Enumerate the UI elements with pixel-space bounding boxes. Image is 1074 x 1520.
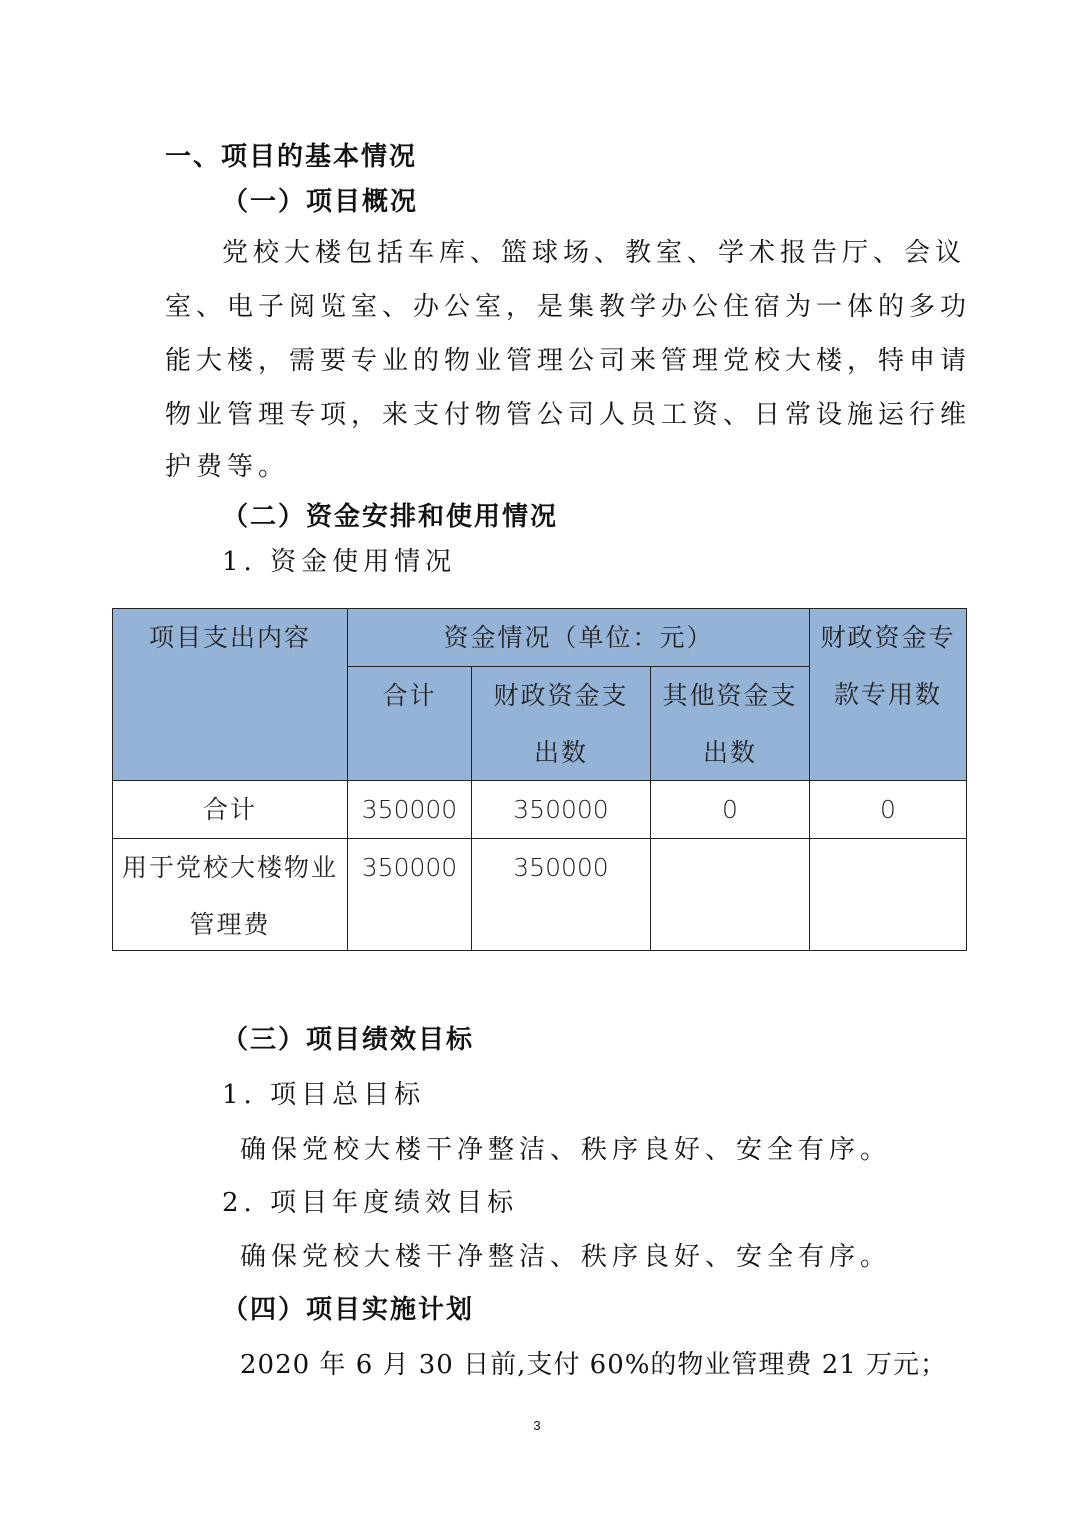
header-fiscal: 财政资金支出数: [471, 666, 651, 781]
row-label: 用于党校大楼物业管理费: [112, 838, 348, 951]
row-total: 350000: [347, 780, 472, 839]
section-heading: 一、项目的基本情况: [165, 142, 418, 172]
header-total: 合计: [347, 666, 472, 781]
row-total: 350000: [347, 838, 472, 951]
subsection-heading: （一）项目概况: [222, 187, 419, 217]
item-heading: 2. 项目年度绩效目标: [222, 1188, 519, 1218]
item-heading: 1. 资金使用情况: [222, 547, 457, 577]
row-special: 0: [809, 780, 967, 839]
paragraph-line: 党校大楼包括车库、篮球场、教室、学术报告厅、会议: [222, 238, 967, 268]
header-funds: 资金情况（单位：元）: [347, 608, 810, 667]
paragraph-line: 确保党校大楼干净整洁、秩序良好、安全有序。: [240, 1135, 892, 1165]
row-special: [809, 838, 967, 951]
paragraph-line: 确保党校大楼干净整洁、秩序良好、安全有序。: [240, 1242, 892, 1272]
paragraph-line: 物业管理专项，来支付物管公司人员工资、日常设施运行维: [165, 400, 972, 430]
row-label: 合计: [112, 780, 348, 839]
subsection-heading: （三）项目绩效目标: [222, 1025, 475, 1055]
row-fiscal: 350000: [471, 780, 651, 839]
paragraph-line: 能大楼，需要专业的物业管理公司来管理党校大楼，特申请: [165, 346, 972, 376]
header-special: 财政资金专款专用数: [809, 608, 967, 781]
subsection-heading: （四）项目实施计划: [222, 1295, 475, 1325]
row-fiscal: 350000: [471, 838, 651, 951]
row-other: 0: [650, 780, 810, 839]
header-content: 项目支出内容: [112, 608, 348, 781]
header-other: 其他资金支出数: [650, 666, 810, 781]
item-heading: 1. 项目总目标: [222, 1080, 426, 1110]
paragraph-line: 护费等。: [165, 452, 290, 482]
page-number: 3: [533, 1418, 541, 1433]
paragraph-line: 2020 年 6 月 30 日前,支付 60%的物业管理费 21 万元；: [240, 1350, 948, 1380]
row-other: [650, 838, 810, 951]
subsection-heading: （二）资金安排和使用情况: [222, 502, 559, 532]
paragraph-line: 室、电子阅览室、办公室，是集教学办公住宿为一体的多功: [165, 292, 972, 322]
